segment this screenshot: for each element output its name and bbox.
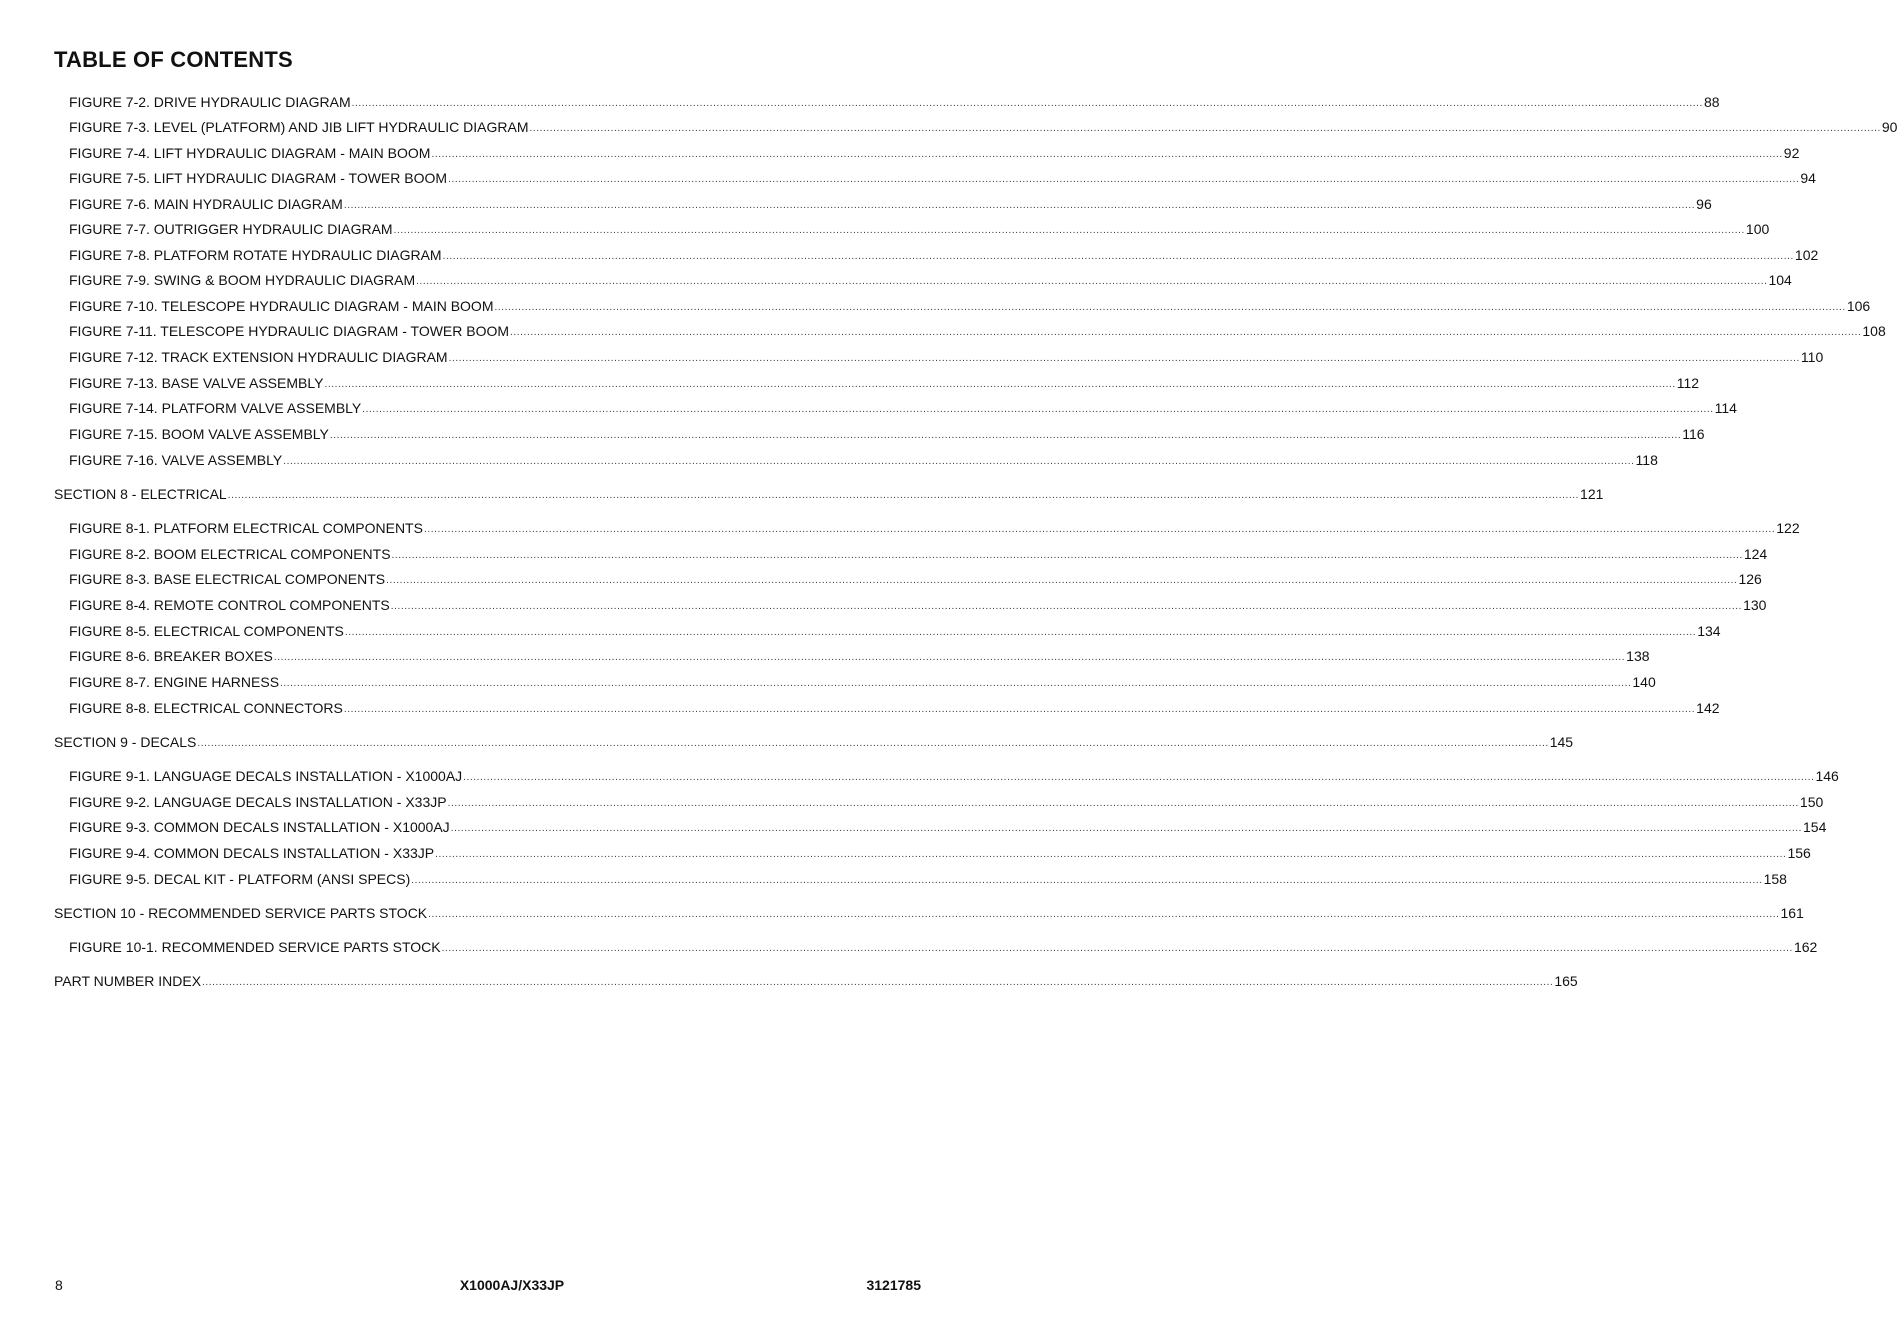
toc-entry-label: FIGURE 7-3. LEVEL (PLATFORM) AND JIB LIFT HYDRAULIC DIAGRAM [69,119,529,135]
toc-figure-entry[interactable] [69,844,1811,862]
dot-leader: ................................................................................................................................................................................................................................................................................................................................................................................................................ [280,678,1632,689]
toc-entry-page-number: 156 [1787,845,1811,861]
dot-leader: ................................................................................................................................................................................................................................................................................................................................................................................................................ [343,200,1696,211]
toc-entry-label: FIGURE 8-1. PLATFORM ELECTRICAL COMPONENTS [69,520,423,536]
toc-entry-page-number: 116 [1682,426,1705,442]
toc-entry-page-number: 96 [1696,196,1712,212]
dot-leader: ................................................................................................................................................................................................................................................................................................................................................................................................................ [448,174,1800,185]
dot-leader: ................................................................................................................................................................................................................................................................................................................................................................................................................ [324,379,1676,390]
toc-entry-label: FIGURE 7-16. VALVE ASSEMBLY [69,452,283,468]
toc-entry-page-number: 126 [1738,571,1762,587]
dot-leader: ................................................................................................................................................................................................................................................................................................................................................................................................................ [442,251,1794,262]
toc-entry-label: FIGURE 8-2. BOOM ELECTRICAL COMPONENTS [69,546,391,562]
dot-leader: ................................................................................................................................................................................................................................................................................................................................................................................................................ [343,704,1696,715]
toc-entry-label: FIGURE 7-4. LIFT HYDRAULIC DIAGRAM - MAIN BOOM [69,145,431,161]
toc-entry-page-number: 150 [1799,794,1824,810]
toc-entry-page-number: 106 [1846,298,1871,314]
toc-figure-entry[interactable] [69,938,1818,956]
toc-entry-label: FIGURE 9-5. DECAL KIT - PLATFORM (ANSI SPECS) [69,871,411,887]
dot-leader: ................................................................................................................................................................................................................................................................................................................................................................................................................ [447,798,1799,809]
toc-entry-label: FIGURE 9-1. LANGUAGE DECALS INSTALLATION - X1000AJ [69,768,463,784]
toc-entry-label: FIGURE 8-3. BASE ELECTRICAL COMPONENTS [69,571,386,587]
toc-entry-label: FIGURE 7-14. PLATFORM VALVE ASSEMBLY [69,400,362,416]
dot-leader: ................................................................................................................................................................................................................................................................................................................................................................................................................ [423,524,1776,535]
toc-entry-page-number: 146 [1815,768,1839,784]
toc-figure-entry[interactable] [69,322,1886,340]
toc-figure-entry[interactable] [69,519,1800,537]
dot-leader: ................................................................................................................................................................................................................................................................................................................................................................................................................ [448,353,1800,364]
toc-entry-page-number: 124 [1743,546,1768,562]
dot-leader: ................................................................................................................................................................................................................................................................................................................................................................................................................ [428,909,1780,920]
toc-figure-entry[interactable] [69,220,1770,238]
toc-figure-entry[interactable] [69,767,1839,785]
toc-entry-label: FIGURE 8-5. ELECTRICAL COMPONENTS [69,623,344,639]
toc-figure-entry[interactable] [69,374,1700,392]
toc-entry-page-number: 158 [1763,871,1787,887]
dot-leader: ................................................................................................................................................................................................................................................................................................................................................................................................................ [329,430,1682,441]
toc-entry-page-number: 100 [1745,221,1770,237]
dot-leader: ................................................................................................................................................................................................................................................................................................................................................................................................................ [510,327,1862,338]
toc-figure-entry[interactable] [69,271,1792,289]
footer-doc-number: 3121785 [866,1277,921,1293]
toc-entry-label: PART NUMBER INDEX [54,973,202,989]
dot-leader: ................................................................................................................................................................................................................................................................................................................................................................................................................ [227,490,1580,501]
toc-entry-label: FIGURE 7-7. OUTRIGGER HYDRAULIC DIAGRAM [69,221,393,237]
toc-entry-label: FIGURE 8-7. ENGINE HARNESS [69,674,280,690]
toc-entry-page-number: 104 [1768,272,1792,288]
dot-leader: ................................................................................................................................................................................................................................................................................................................................................................................................................ [386,575,1738,586]
toc-figure-entry[interactable] [69,596,1767,614]
toc-entry-page-number: 118 [1635,452,1658,468]
dot-leader: ................................................................................................................................................................................................................................................................................................................................................................................................................ [362,404,1714,415]
toc-figure-entry[interactable] [69,793,1824,811]
toc-figure-entry[interactable] [69,699,1720,717]
dot-leader: ................................................................................................................................................................................................................................................................................................................................................................................................................ [283,456,1635,467]
toc-figure-entry[interactable] [69,169,1816,187]
toc-entry-label: FIGURE 9-4. COMMON DECALS INSTALLATION - X33JP [69,845,435,861]
toc-section-entry[interactable] [54,733,1574,751]
toc-entry-page-number: 161 [1780,905,1804,921]
toc-entry-page-number: 145 [1549,734,1574,750]
toc-entry-label: FIGURE 7-5. LIFT HYDRAULIC DIAGRAM - TOWER BOOM [69,170,448,186]
toc-entry-label: SECTION 9 - DECALS [54,734,197,750]
toc-entry-page-number: 134 [1697,623,1721,639]
toc-figure-entry[interactable] [69,870,1787,888]
toc-entry-page-number: 110 [1800,349,1824,365]
footer-model: X1000AJ/X33JP [459,1277,565,1293]
toc-entry-page-number: 102 [1794,247,1819,263]
toc-entry-page-number: 122 [1776,520,1800,536]
toc-entry-page-number: 90 [1881,119,1897,135]
toc-entry-page-number: 112 [1676,375,1700,391]
dot-leader: ................................................................................................................................................................................................................................................................................................................................................................................................................ [273,652,1626,663]
toc-entry-label: FIGURE 10-1. RECOMMENDED SERVICE PARTS STOCK [69,939,441,955]
dot-leader: ................................................................................................................................................................................................................................................................................................................................................................................................................ [450,823,1803,834]
toc-entry-label: FIGURE 9-2. LANGUAGE DECALS INSTALLATION - X33JP [69,794,447,810]
toc-entry-page-number: 138 [1626,648,1650,664]
toc-figure-entry[interactable] [69,570,1762,588]
toc-entry-page-number: 121 [1580,486,1604,502]
toc-entry-label: FIGURE 7-12. TRACK EXTENSION HYDRAULIC DIAGRAM [69,349,448,365]
dot-leader: ................................................................................................................................................................................................................................................................................................................................................................................................................ [411,875,1763,886]
toc-figure-entry[interactable] [69,195,1712,213]
dot-leader: ................................................................................................................................................................................................................................................................................................................................................................................................................ [202,977,1554,988]
toc-entry-label: FIGURE 8-6. BREAKER BOXES [69,648,273,664]
toc-figure-entry[interactable] [69,118,1897,136]
dot-leader: ................................................................................................................................................................................................................................................................................................................................................................................................................ [494,302,1846,313]
toc-section-entry[interactable] [54,485,1604,503]
toc-figure-entry[interactable] [69,647,1650,665]
toc-figure-entry[interactable] [69,297,1871,315]
toc-section-entry[interactable] [54,972,1578,990]
toc-figure-entry[interactable] [69,399,1737,417]
toc-figure-entry[interactable] [69,348,1824,366]
dot-leader: ................................................................................................................................................................................................................................................................................................................................................................................................................ [529,123,1881,134]
dot-leader: ................................................................................................................................................................................................................................................................................................................................................................................................................ [435,849,1787,860]
dot-leader: ................................................................................................................................................................................................................................................................................................................................................................................................................ [431,149,1783,160]
toc-entry-page-number: 165 [1554,973,1578,989]
toc-entry-page-number: 130 [1743,597,1767,613]
toc-entry-label: SECTION 10 - RECOMMENDED SERVICE PARTS STOCK [54,905,428,921]
toc-entry-label: FIGURE 7-8. PLATFORM ROTATE HYDRAULIC DIAGRAM [69,247,442,263]
toc-entry-page-number: 88 [1703,94,1720,110]
toc-entry-page-number: 162 [1793,939,1818,955]
dot-leader: ................................................................................................................................................................................................................................................................................................................................................................................................................ [351,98,1703,109]
toc-entry-page-number: 114 [1714,400,1737,416]
toc-figure-entry[interactable] [69,451,1658,469]
toc-figure-entry[interactable] [69,622,1721,640]
toc-entry-label: FIGURE 8-4. REMOTE CONTROL COMPONENTS [69,597,390,613]
toc-figure-entry[interactable] [69,425,1705,443]
toc-section-entry[interactable] [54,904,1804,922]
toc-entry-label: FIGURE 8-8. ELECTRICAL CONNECTORS [69,700,343,716]
toc-entry-page-number: 140 [1632,674,1656,690]
toc-entry-label: FIGURE 9-3. COMMON DECALS INSTALLATION - X1000AJ [69,819,450,835]
toc-entry-page-number: 108 [1862,323,1886,339]
toc-entry-label: FIGURE 7-15. BOOM VALVE ASSEMBLY [69,426,329,442]
toc-figure-entry[interactable] [69,545,1768,563]
toc-entry-label: FIGURE 7-2. DRIVE HYDRAULIC DIAGRAM [69,94,351,110]
dot-leader: ................................................................................................................................................................................................................................................................................................................................................................................................................ [416,276,1768,287]
page-title: TABLE OF CONTENTS [54,47,293,72]
toc-figure-entry[interactable] [69,246,1819,264]
dot-leader: ................................................................................................................................................................................................................................................................................................................................................................................................................ [393,225,1745,236]
toc-entry-page-number: 154 [1803,819,1827,835]
toc-figure-entry[interactable] [69,93,1720,111]
dot-leader: ................................................................................................................................................................................................................................................................................................................................................................................................................ [441,943,1793,954]
dot-leader: ................................................................................................................................................................................................................................................................................................................................................................................................................ [197,738,1549,749]
toc-entry-label: SECTION 8 - ELECTRICAL [54,486,227,502]
toc-entry-label: FIGURE 7-11. TELESCOPE HYDRAULIC DIAGRAM - TOWER BOOM [69,323,510,339]
toc-entry-label: FIGURE 7-10. TELESCOPE HYDRAULIC DIAGRAM - MAIN BOOM [69,298,494,314]
dot-leader: ................................................................................................................................................................................................................................................................................................................................................................................................................ [390,601,1743,612]
dot-leader: ................................................................................................................................................................................................................................................................................................................................................................................................................ [344,627,1697,638]
toc-entry-page-number: 94 [1800,170,1816,186]
toc-figure-entry[interactable] [69,144,1800,162]
dot-leader: ................................................................................................................................................................................................................................................................................................................................................................................................................ [463,772,1815,783]
toc-entry-label: FIGURE 7-9. SWING & BOOM HYDRAULIC DIAGRAM [69,272,416,288]
toc-figure-entry[interactable] [69,818,1827,836]
toc-entry-label: FIGURE 7-13. BASE VALVE ASSEMBLY [69,375,324,391]
toc-entry-label: FIGURE 7-6. MAIN HYDRAULIC DIAGRAM [69,196,343,212]
footer-page-number: 8 [55,1277,63,1293]
toc-entry-page-number: 92 [1783,145,1800,161]
toc-figure-entry[interactable] [69,673,1656,691]
dot-leader: ................................................................................................................................................................................................................................................................................................................................................................................................................ [391,550,1743,561]
toc-entry-page-number: 142 [1696,700,1720,716]
